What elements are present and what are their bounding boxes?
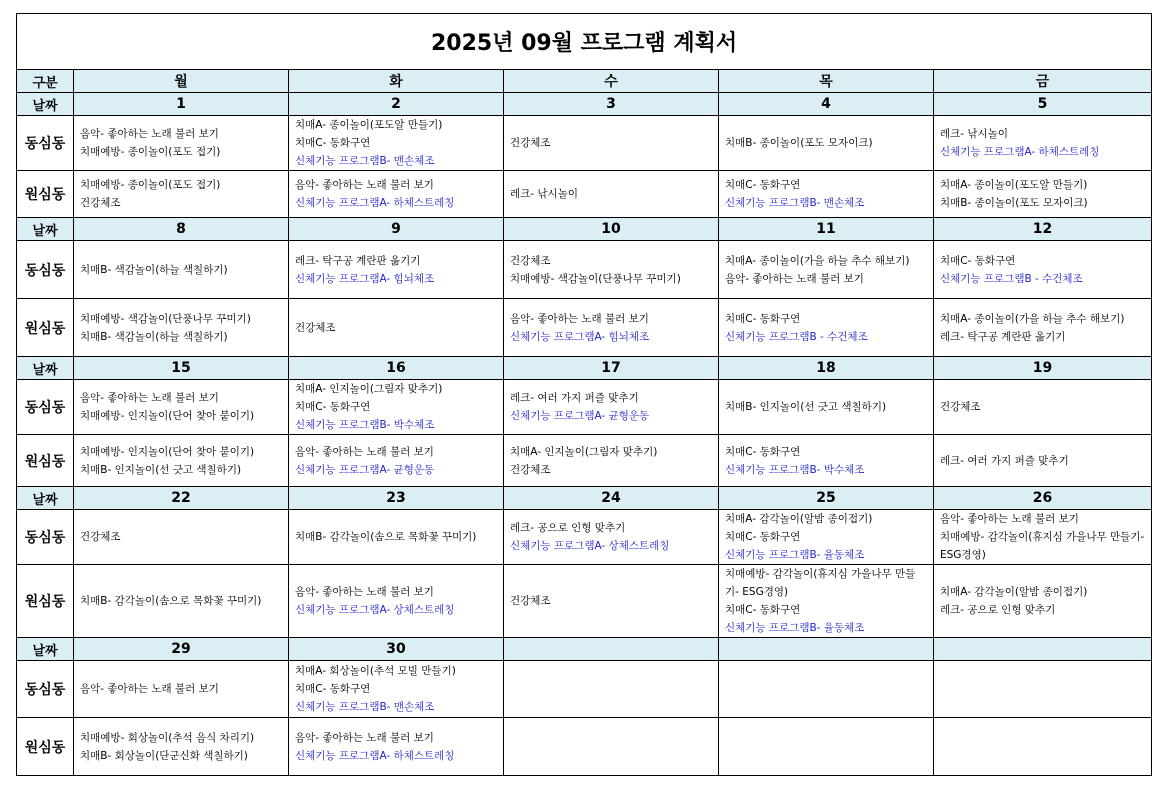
activity-line: 치매C- 동화구연 [725, 312, 801, 325]
activity-line: 치매B- 회상놀이(단군신화 색칠하기) [80, 749, 248, 762]
date-cell: 26 [934, 487, 1152, 510]
activity-line: 음악- 좋아하는 노래 불러 보기 [295, 731, 434, 744]
activity-line: 치매B- 색감놀이(하늘 색칠하기) [80, 263, 228, 276]
activity-cell [289, 171, 504, 218]
date-cell: 1 [74, 93, 289, 116]
activity-cell [719, 718, 934, 776]
activity-cell [934, 380, 1152, 435]
date-row [17, 487, 1152, 510]
date-cell: 29 [74, 638, 289, 661]
group-name: 원심동 [17, 435, 74, 487]
group-row [17, 380, 1152, 435]
physical-program-line: 신체기능 프로그램A- 힘뇌체조 [510, 330, 650, 343]
header-day: 금 [934, 70, 1152, 93]
group-row [17, 299, 1152, 357]
date-cell: 10 [504, 218, 719, 241]
activity-line: 치매A- 회상놀이(추석 모빌 만들기) [295, 665, 456, 677]
activity-line: 치매C- 동화구연 [725, 604, 801, 616]
activity-line: 치매예방- 감각놀이(휴지심 가을나무 만들기- ESG경영) [940, 531, 1145, 561]
activity-line: 레크- 낚시놀이 [510, 188, 578, 200]
header-day: 수 [504, 70, 719, 93]
activity-cell [504, 299, 719, 357]
date-cell [719, 638, 934, 661]
date-label: 날짜 [17, 638, 74, 661]
physical-program-line: 신체기능 프로그램B- 박수체조 [725, 463, 865, 476]
activity-cell [289, 116, 504, 171]
group-row [17, 241, 1152, 299]
activity-cell [504, 435, 719, 487]
date-cell: 30 [289, 638, 504, 661]
activity-line: 치매C- 동화구연 [295, 401, 371, 413]
activity-line: 치매A- 종이놀이(가을 하늘 추수 해보기) [940, 312, 1125, 325]
date-label: 날짜 [17, 357, 74, 380]
group-name: 동심동 [17, 510, 74, 565]
activity-line: 건강체조 [80, 197, 121, 209]
activity-cell [74, 718, 289, 776]
activity-line: 치매C- 동화구연 [940, 254, 1016, 267]
activity-cell [504, 241, 719, 299]
physical-program-line: 신체기능 프로그램B - 수건체조 [725, 330, 868, 343]
activity-cell [289, 435, 504, 487]
header-label: 구분 [17, 70, 74, 93]
physical-program-line: 신체기능 프로그램A- 상체스트레칭 [295, 604, 455, 616]
activity-line: 치매C- 동화구연 [725, 179, 801, 191]
date-cell: 24 [504, 487, 719, 510]
date-label: 날짜 [17, 218, 74, 241]
activity-line: 치매B- 종이놀이(포도 모자이크) [940, 197, 1088, 209]
date-row [17, 218, 1152, 241]
header-day: 화 [289, 70, 504, 93]
date-cell: 11 [719, 218, 934, 241]
activity-cell [504, 661, 719, 718]
date-cell: 18 [719, 357, 934, 380]
activity-line: 치매C- 동화구연 [295, 683, 371, 695]
group-name: 동심동 [17, 241, 74, 299]
date-row [17, 638, 1152, 661]
header-day: 월 [74, 70, 289, 93]
activity-line: 치매A- 종이놀이(가을 하늘 추수 해보기) [725, 254, 910, 267]
date-cell: 22 [74, 487, 289, 510]
activity-line: 치매B- 감각놀이(솜으로 목화꽃 꾸미기) [80, 595, 262, 607]
group-row [17, 116, 1152, 171]
activity-line: 치매C- 동화구연 [725, 531, 801, 543]
activity-line: 치매C- 동화구연 [295, 137, 371, 149]
activity-line: 치매B- 인지놀이(선 긋고 색칠하기) [725, 401, 887, 413]
physical-program-line: 신체기능 프로그램A- 상체스트레칭 [510, 540, 670, 552]
activity-line: 건강체조 [80, 531, 121, 543]
activity-cell [504, 380, 719, 435]
date-cell: 2 [289, 93, 504, 116]
activity-line: 치매A- 감각놀이(알밤 종이접기) [725, 513, 873, 525]
activity-cell [719, 565, 934, 638]
physical-program-line: 신체기능 프로그램A- 힘뇌체조 [295, 272, 435, 285]
date-cell: 9 [289, 218, 504, 241]
activity-cell [504, 718, 719, 776]
page-title: 2025년 09월 프로그램 계획서 [17, 14, 1152, 70]
activity-cell [719, 435, 934, 487]
activity-line: 치매B- 종이놀이(포도 모자이크) [725, 137, 873, 149]
group-row [17, 565, 1152, 638]
activity-cell [74, 116, 289, 171]
activity-line: 레크- 여러 가지 퍼즐 맞추기 [940, 454, 1069, 467]
group-row [17, 171, 1152, 218]
activity-cell [74, 661, 289, 718]
activity-cell [719, 171, 934, 218]
activity-line: 건강체조 [510, 463, 551, 476]
activity-cell [934, 299, 1152, 357]
activity-line: 치매예방- 감각놀이(휴지심 가을나무 만들기- ESG경영) [725, 568, 916, 598]
group-row [17, 435, 1152, 487]
activity-line: 치매예방- 색감놀이(단풍나무 꾸미기) [80, 312, 251, 325]
activity-cell [934, 241, 1152, 299]
header-row [17, 70, 1152, 93]
group-name: 원심동 [17, 299, 74, 357]
activity-line: 건강체조 [510, 595, 551, 607]
physical-program-line: 신체기능 프로그램A- 균형운동 [510, 410, 650, 422]
date-cell [504, 638, 719, 661]
activity-cell [289, 299, 504, 357]
group-row [17, 510, 1152, 565]
activity-line: 레크- 탁구공 계란판 옮기기 [295, 254, 421, 267]
physical-program-line: 신체기능 프로그램A- 하체스트레칭 [940, 146, 1100, 158]
activity-line: 치매B- 감각놀이(솜으로 목화꽃 꾸미기) [295, 531, 477, 543]
activity-cell [74, 565, 289, 638]
activity-cell [74, 299, 289, 357]
activity-line: 음악- 좋아하는 노래 불러 보기 [80, 392, 219, 404]
date-cell: 16 [289, 357, 504, 380]
activity-cell [289, 380, 504, 435]
physical-program-line: 신체기능 프로그램B- 율동체조 [725, 622, 865, 634]
activity-cell [719, 661, 934, 718]
activity-cell [289, 510, 504, 565]
date-cell: 25 [719, 487, 934, 510]
activity-line: 음악- 좋아하는 노래 불러 보기 [295, 179, 434, 191]
activity-line: 건강체조 [940, 401, 981, 413]
physical-program-line: 신체기능 프로그램B- 율동체조 [725, 549, 865, 561]
activity-line: 치매예방- 회상놀이(추석 음식 차리기) [80, 731, 255, 744]
activity-cell [504, 510, 719, 565]
activity-cell [289, 661, 504, 718]
activity-cell [934, 171, 1152, 218]
activity-cell [719, 299, 934, 357]
activity-cell [504, 116, 719, 171]
date-cell: 12 [934, 218, 1152, 241]
activity-line: 치매예방- 인지놀이(단어 찾아 붙이기) [80, 410, 255, 422]
activity-line: 음악- 좋아하는 노래 불러 보기 [725, 272, 864, 285]
activity-line: 치매A- 감각놀이(알밤 종이접기) [940, 586, 1088, 598]
activity-cell [934, 510, 1152, 565]
group-name: 동심동 [17, 380, 74, 435]
activity-cell [934, 435, 1152, 487]
activity-line: 치매B- 색감놀이(하늘 색칠하기) [80, 330, 228, 343]
activity-cell [74, 241, 289, 299]
activity-line: 건강체조 [295, 321, 336, 334]
date-label: 날짜 [17, 487, 74, 510]
group-name: 원심동 [17, 171, 74, 218]
activity-line: 치매A- 종이놀이(포도알 만들기) [940, 179, 1088, 191]
group-name: 동심동 [17, 116, 74, 171]
date-cell: 17 [504, 357, 719, 380]
date-cell [934, 638, 1152, 661]
activity-cell [719, 510, 934, 565]
group-row [17, 661, 1152, 718]
activity-line: 음악- 좋아하는 노래 불러 보기 [295, 586, 434, 598]
activity-cell [934, 661, 1152, 718]
activity-cell [74, 435, 289, 487]
activity-line: 치매A- 종이놀이(포도알 만들기) [295, 119, 443, 131]
group-name: 원심동 [17, 565, 74, 638]
activity-line: 음악- 좋아하는 노래 불러 보기 [80, 683, 219, 695]
activity-line: 치매예방- 종이놀이(포도 접기) [80, 146, 221, 158]
activity-cell [289, 241, 504, 299]
activity-line: 음악- 좋아하는 노래 불러 보기 [295, 445, 434, 458]
date-cell: 19 [934, 357, 1152, 380]
activity-cell [719, 116, 934, 171]
activity-cell [74, 171, 289, 218]
physical-program-line: 신체기능 프로그램A- 하체스트레칭 [295, 197, 455, 209]
header-day: 목 [719, 70, 934, 93]
physical-program-line: 신체기능 프로그램B - 수건체조 [940, 272, 1083, 285]
activity-line: 치매A- 인지놀이(그림자 맞추기) [295, 383, 443, 395]
activity-cell [934, 718, 1152, 776]
physical-program-line: 신체기능 프로그램B- 맨손체조 [295, 701, 435, 713]
activity-cell [934, 116, 1152, 171]
activity-cell [934, 565, 1152, 638]
activity-line: 레크- 탁구공 계란판 옮기기 [940, 330, 1066, 343]
activity-cell [504, 171, 719, 218]
date-cell: 23 [289, 487, 504, 510]
program-plan-table [16, 13, 1152, 776]
date-cell: 5 [934, 93, 1152, 116]
activity-line: 음악- 좋아하는 노래 불러 보기 [510, 312, 649, 325]
date-cell: 4 [719, 93, 934, 116]
activity-line: 건강체조 [510, 137, 551, 149]
activity-cell [719, 241, 934, 299]
activity-line: 건강체조 [510, 254, 551, 267]
group-name: 원심동 [17, 718, 74, 776]
activity-cell [289, 565, 504, 638]
activity-cell [719, 380, 934, 435]
activity-line: 치매예방- 인지놀이(단어 찾아 붙이기) [80, 445, 255, 458]
date-label: 날짜 [17, 93, 74, 116]
date-cell: 8 [74, 218, 289, 241]
physical-program-line: 신체기능 프로그램A- 균형운동 [295, 463, 435, 476]
physical-program-line: 신체기능 프로그램B- 박수체조 [295, 419, 435, 431]
activity-cell [289, 718, 504, 776]
group-name: 동심동 [17, 661, 74, 718]
physical-program-line: 신체기능 프로그램B- 맨손체조 [295, 155, 435, 167]
activity-line: 레크- 공으로 인형 맞추기 [510, 522, 626, 534]
date-cell: 15 [74, 357, 289, 380]
activity-cell [504, 565, 719, 638]
activity-line: 음악- 좋아하는 노래 불러 보기 [940, 513, 1079, 525]
physical-program-line: 신체기능 프로그램A- 하체스트레칭 [295, 749, 455, 762]
activity-line: 레크- 여러 가지 퍼즐 맞추기 [510, 392, 639, 404]
physical-program-line: 신체기능 프로그램B- 맨손체조 [725, 197, 865, 209]
activity-line: 레크- 낚시놀이 [940, 128, 1008, 140]
date-row [17, 93, 1152, 116]
activity-line: 음악- 좋아하는 노래 불러 보기 [80, 128, 219, 140]
activity-line: 치매예방- 색감놀이(단풍나무 꾸미기) [510, 272, 681, 285]
activity-line: 치매C- 동화구연 [725, 445, 801, 458]
activity-line: 치매B- 인지놀이(선 긋고 색칠하기) [80, 463, 242, 476]
activity-cell [74, 510, 289, 565]
activity-line: 레크- 공으로 인형 맞추기 [940, 604, 1056, 616]
activity-cell [74, 380, 289, 435]
activity-line: 치매A- 인지놀이(그림자 맞추기) [510, 445, 658, 458]
date-row [17, 357, 1152, 380]
activity-line: 치매예방- 종이놀이(포도 접기) [80, 179, 221, 191]
date-cell: 3 [504, 93, 719, 116]
group-row [17, 718, 1152, 776]
